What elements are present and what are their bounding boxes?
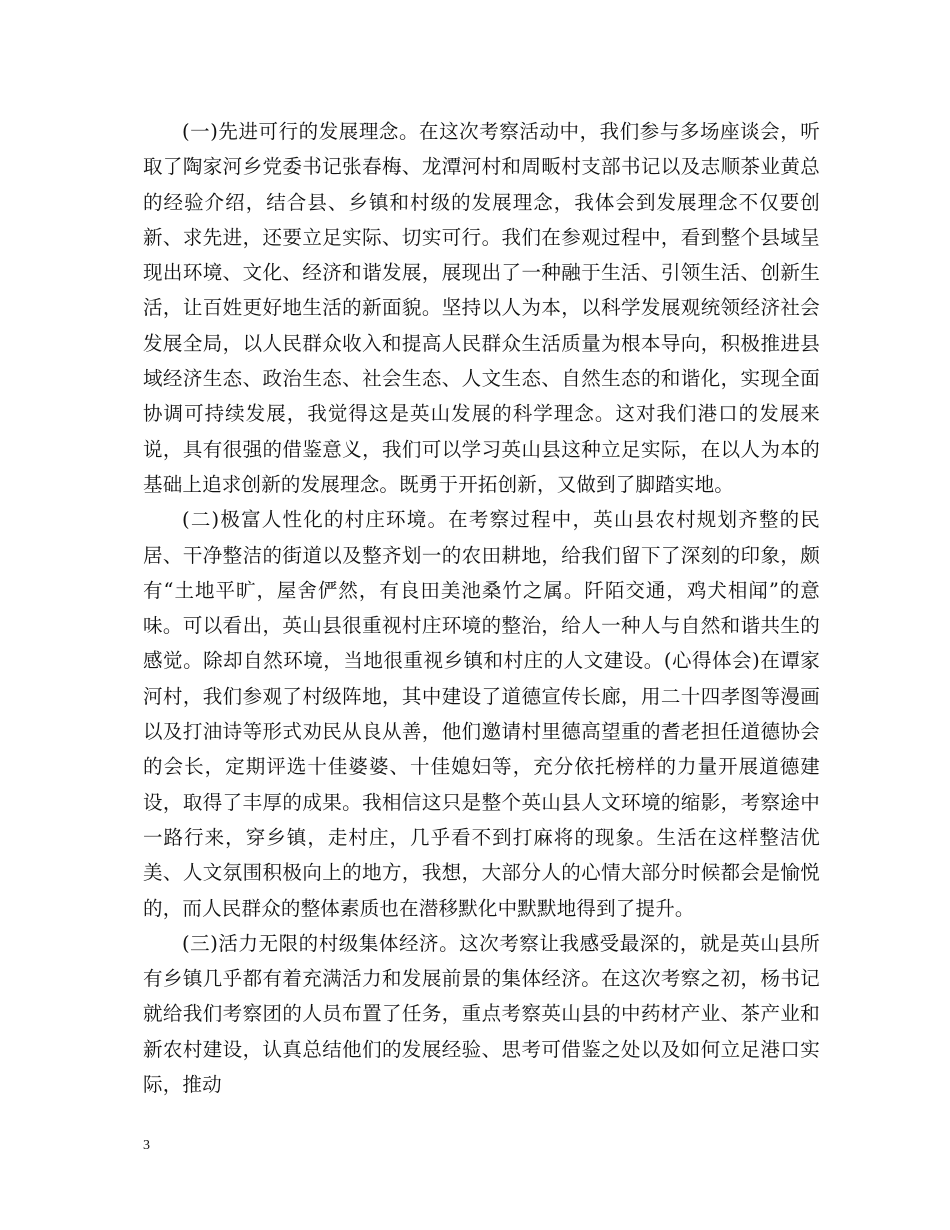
paragraph-village-environment: (二)极富人性化的村庄环境。在考察过程中，英山县农村规划齐整的民居、干净整洁的街道以及整齐划一的农田耕地，给我们留下了深刻的印象，颇有“土地平旷，屋舍俨然，有良田美池桑竹之属。阡陌交通，鸡犬相闻”的意味。可以看出，英山县很重视村庄环境的整治，给人一种人与自然和谐共生的感觉。除却自然环境，当地很重视乡镇和村庄的人文建设。(心得体会)在谭家河村，我们参观了村级阵地，其中建设了道德宣传长廊，用二十四孝图等漫画以及打油诗等形式劝民从良从善，他们邀请村里德高望重的耆老担任道德协会的会长，定期评选十佳婆婆、十佳媳妇等，充分依托榜样的力量开展道德建设，取得了丰厚的成果。我相信这只是整个英山县人文环境的缩影，考察途中一路行来，穿乡镇，走村庄，几乎看不到打麻将的现象。生活在这样整洁优美、人文氛围积极向上的地方，我想，大部分人的心情大部分时候都会是愉悦的，而人民群众的整体素质也在潜移默化中默默地得到了提升。 bbox=[143, 508, 820, 920]
paragraph-collective-economy: (三)活力无限的村级集体经济。这次考察让我感受最深的，就是英山县所有乡镇几乎都有着充满活力和发展前景的集体经济。在这次考察之初，杨书记就给我们考察团的人员布置了任务，重点考察英山县的中药材产业、茶产业和新农村建设，认真总结他们的发展经验、思考可借鉴之处以及如何立足港口实际，推动 bbox=[143, 931, 820, 1097]
document-body bbox=[143, 114, 820, 1102]
paragraph-development-concept: (一)先进可行的发展理念。在这次考察活动中，我们参与多场座谈会，听取了陶家河乡党委书记张春梅、龙潭河村和周畈村支部书记以及志顺茶业黄总的经验介绍，结合县、乡镇和村级的发展理念，我体会到发展理念不仅要创新、求先进，还要立足实际、切实可行。我们在参观过程中，看到整个县域呈现出环境、文化、经济和谐发展，展现出了一种融于生活、引领生活、创新生活，让百姓更好地生活的新面貌。坚持以人为本，以科学发展观统领经济社会发展全局，以人民群众收入和提高人民群众生活质量为根本导向，积极推进县域经济生态、政治生态、社会生态、人文生态、自然生态的和谐化，实现全面协调可持续发展，我觉得这是英山发展的科学理念。这对我们港口的发展来说，具有很强的借鉴意义，我们可以学习英山县这种立足实际，在以人为本的基础上追求创新的发展理念。既勇于开拓创新，又做到了脚踏实地。 bbox=[143, 120, 820, 496]
page-number: 3 bbox=[143, 1138, 150, 1153]
